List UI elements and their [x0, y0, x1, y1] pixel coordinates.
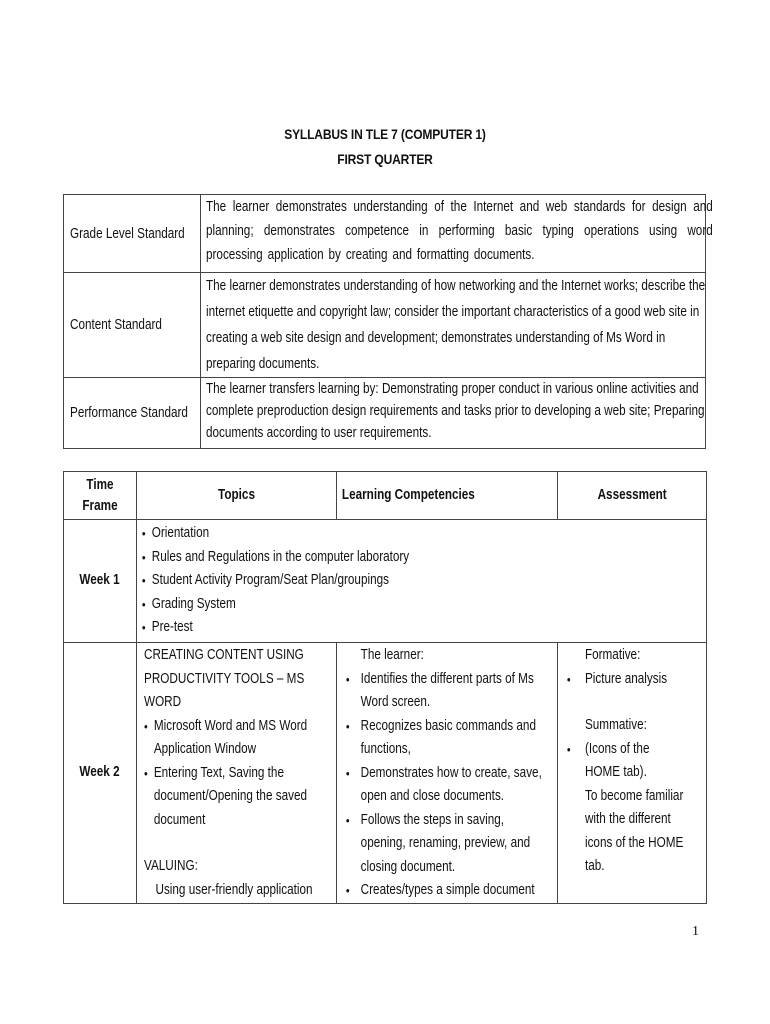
standard-label: Grade Level Standard [70, 225, 185, 242]
week2-label: Week 2 [79, 764, 121, 780]
schedule-header-row [64, 472, 707, 520]
standard-label: Content Standard [70, 317, 162, 333]
week2-row [64, 643, 707, 904]
header-assessment: Assessment [597, 487, 667, 503]
topic-heading: CREATING CONTENT USING PRODUCTIVITY TOOLS – MS WORD [144, 647, 305, 710]
list-item: • Picture analysis [562, 668, 701, 692]
list-item: • Follows the steps in saving, opening, renaming, preview, and closing document. [341, 809, 546, 880]
week1-list [137, 522, 678, 640]
document-subtitle: FIRST QUARTER [337, 151, 433, 167]
valuing-label: VALUING: [144, 858, 198, 874]
schedule-table [63, 471, 707, 904]
list-item: • Orientation [137, 522, 678, 546]
standard-text: The learner transfers learning by: Demonstrating proper conduct in various online activities and complete preproduction design requirements and tasks prior to developing a web site; Preparing documents according to user requirements. [206, 381, 705, 441]
competency-list [341, 668, 546, 903]
list-item: • Grading System [137, 593, 678, 617]
list-item: • Microsoft Word and MS Word Application Window [139, 715, 326, 762]
week1-row [64, 520, 707, 643]
summative-note: To become familiar with the different icons of the HOME tab. [584, 787, 684, 874]
topic-list [139, 715, 326, 833]
standard-row [64, 378, 706, 449]
summative-list [562, 738, 701, 785]
valuing-text: Using user-friendly application [155, 881, 313, 898]
standard-text: The learner demonstrates understanding of the Internet and web standards for design and planning; demonstrates competence in performing basic typing operations using word processing application by creating and formatting documents. [206, 199, 713, 263]
standards-table [63, 194, 713, 449]
page-number: 1 [692, 924, 699, 939]
standard-row [64, 273, 706, 378]
list-item: • Creates/types a simple document [341, 879, 546, 903]
week1-label: Week 1 [79, 572, 121, 589]
list-item: • Demonstrates how to create, save, open and close documents. [341, 762, 546, 809]
summative-label: Summative: [584, 717, 647, 733]
formative-list [562, 668, 701, 692]
formative-label: Formative: [584, 647, 641, 663]
list-item: • Identifies the different parts of Ms Word screen. [341, 668, 546, 715]
competency-intro: The learner: [360, 647, 424, 663]
list-item: • Rules and Regulations in the computer laboratory [137, 546, 678, 570]
list-item: • Pre-test [137, 616, 678, 640]
standard-text: The learner demonstrates understanding of how networking and the Internet works; describe the internet etiquette and copyright law; consider the important characteristics of a good web site in creating a web site design and development; demonstrates understanding of Ms Word in preparing documents. [206, 278, 706, 372]
document-title: SYLLABUS IN TLE 7 (COMPUTER 1) [284, 126, 486, 142]
header-topics: Topics [218, 487, 255, 503]
list-item: • (Icons of the HOME tab). [562, 738, 683, 785]
list-item: • Student Activity Program/Seat Plan/groupings [137, 569, 678, 593]
header-time-frame: Time Frame [82, 476, 118, 514]
standard-row [64, 195, 706, 273]
header-competencies: Learning Competencies [341, 487, 475, 503]
list-item: • Entering Text, Saving the document/Opening the saved document [139, 762, 326, 833]
standard-label: Performance Standard [70, 405, 188, 421]
list-item: • Recognizes basic commands and functions, [341, 715, 546, 762]
